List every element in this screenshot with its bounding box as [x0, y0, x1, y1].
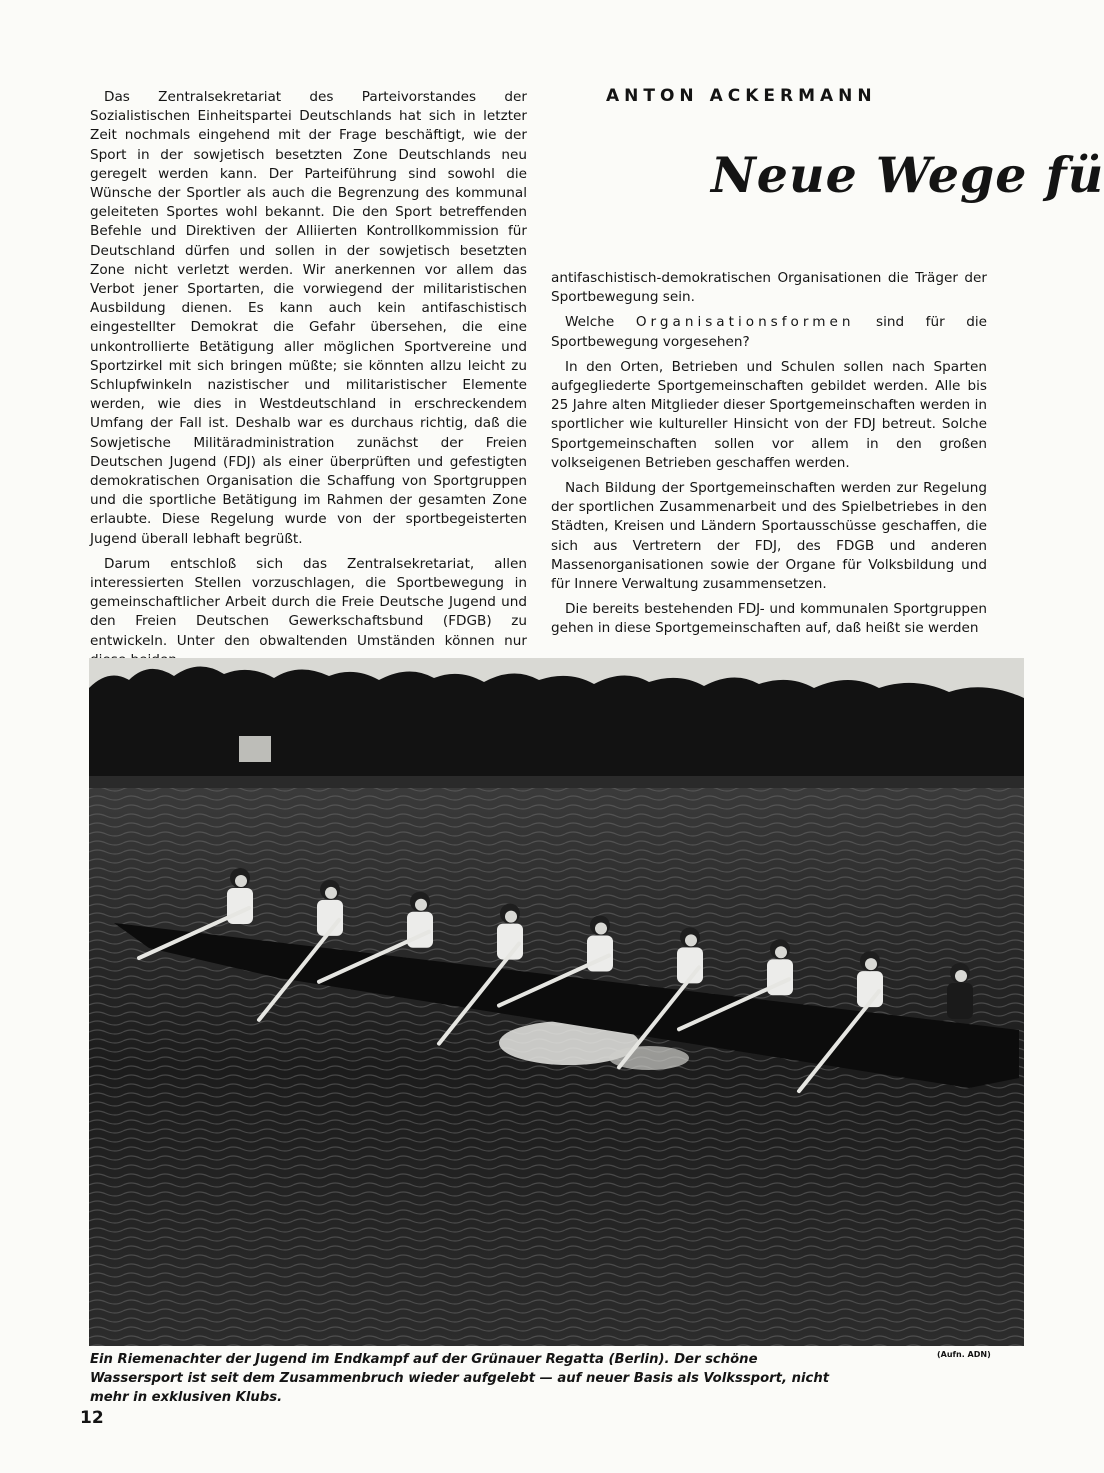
rower [317, 880, 343, 936]
left-text-column [90, 88, 527, 676]
question-end: sind für die Sportbewegung vorgesehen? [551, 314, 988, 350]
rower [857, 951, 883, 1007]
article-headline: Neue Wege fü [711, 146, 1104, 204]
body-paragraph-question [551, 313, 987, 351]
spaced-emphasis: Organisationsformen [635, 314, 855, 331]
body-paragraph: Die bereits bestehenden FDJ- und kommunalen Sportgruppen gehen in diese Sportgemeinschaften auf, daß heißt sie werden [551, 601, 987, 637]
body-paragraph: Nach Bildung der Sportgemeinschaften werden zur Regelung der sportlichen Zusammenarbeit und des Spielbetriebes in den Städten, Kreisen und Ländern Sportausschüsse geschaffen, die sich aus Vertretern der FDJ, des FDGB und anderen Massenorganisationen sowie der Organe für Volksbildung und für Innere Verwaltung zusammensetzen. [551, 480, 987, 593]
photo-caption: Ein Riemenachter der Jugend im Endkampf auf der Grünauer Regatta (Berlin). Der schöne Wassersport ist seit dem Zusammenbruch wieder aufgelebt — auf neuer Basis als Volkssport, nicht mehr in exklusiven Klubs. [90, 1352, 830, 1405]
coxswain [947, 963, 973, 1019]
rowing-photo [89, 658, 1024, 1346]
far-shore [89, 776, 1024, 790]
house [239, 736, 271, 762]
photo-credit: (Aufn. ADN) [937, 1350, 991, 1359]
body-paragraph: Das Zentralsekretariat des Parteivorstandes der Sozialistischen Einheitspartei Deutschlands hat sich in letzter Zeit nochmals eingehend mit der Frage beschäftigt, wie der Sport in der sowjetisch besetzten Zone Deutschlands neu geregelt werden kann. Der Parteiführung sind sowohl die Wünsche der Sportler als auch die Begrenzung des kommunal geleiteten Sportes wohl bekannt. Die den Sport betreffenden Befehle und Direktiven der Alliierten Kontrollkommission für Deutschland dürfen und sollen in der sowjetisch besetzten Zone nicht verletzt werden. Wir anerkennen vor allem das Verbot jener Sportarten, die vorwiegend der militaristischen Ausbildung dienen. Es kann auch kein antifaschistisch eingestellter Demokrat die Gefahr übersehen, die eine unkontrollierte Betätigung aller möglichen Sportvereine und Sportzirkel mit sich bringen müßte; sie könnten allzu leicht zu Schlupfwinkeln nazistischer und militaristischer Elemente werden, wie dies in Westdeutschland in erschreckendem Umfang der Fall ist. Deshalb war es durchaus richtig, daß die Sowjetische Militäradministration zunächst der Freien Deutschen Jugend (FDJ) als einer überprüften und gefestigten demokratischen Organisation die Schaffung von Sportgruppen und die sportliche Betätigung im Rahmen der gesamten Zone erlaubte. Diese Regelung wurde von der sportbegeisterten Jugend überall lebhaft begrüßt. [90, 89, 527, 547]
body-paragraph: Darum entschloß sich das Zentralsekretariat, allen interessierten Stellen vorzuschlagen, die Sportbewegung in gemeinschaftlicher Arbeit durch die Freie Deutsche Jugend und den Freien Deutschen Gewerkschaftsbund (FDGB) zu entwickeln. Unter den obwaltenden Umständen können nur [90, 555, 527, 649]
question-start: Welche [565, 314, 615, 331]
page-number: 12 [80, 1408, 104, 1428]
right-text-column [551, 269, 987, 645]
body-paragraph: In den Orten, Betrieben und Schulen sollen nach Sparten aufgegliederte Sportgemeinschaften gebildet werden. Alle bis 25 Jahre alten Mitglieder dieser Sportgemeinschaften werden in sportlicher wie kultureller Hinsicht von der FDJ betreut. Solche Sportgemeinschaften sollen vor allem in den großen volkseigenen Betrieben geschaffen werden. [551, 358, 987, 471]
body-paragraph: antifaschistisch-demokratischen Organisationen die Träger der Sportbewegung sein. [551, 270, 987, 306]
article-author: ANTON ACKERMANN [606, 86, 877, 106]
rower [677, 927, 703, 983]
rower [497, 904, 523, 960]
